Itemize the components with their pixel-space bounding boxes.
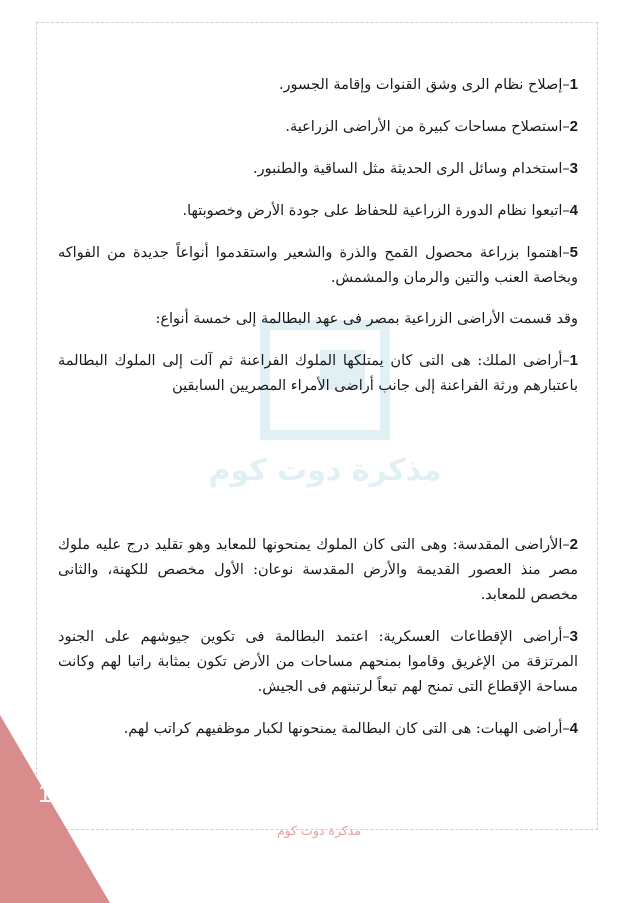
list-item: 3–استخدام وسائل الرى الحديثة مثل الساقية والطنبور. <box>253 160 578 177</box>
list-item: 3–أراضى الإقطاعات العسكرية: اعتمد البطالمة فى تكوين جيوشهم على الجنود المرتزقة من الإغريق وقاموا بمنحهم مساحات من الأرض تكون بمثابة راتبا لهم وكانت مساحة الإقطاع التى تمنح لهم تبعاً لرتبتهم فى الجيش. <box>58 628 578 695</box>
list-item: 2–استصلاح مساحات كبيرة من الأراضى الزراعية. <box>285 118 578 135</box>
footer-brand: مذكرة دوت كوم <box>276 823 362 838</box>
watermark-text: مذكرة دوت كوم <box>208 453 442 488</box>
section-intro: وقد قسمت الأراضى الزراعية بمصر فى عهد البطالمة إلى خمسة أنواع: <box>155 311 578 327</box>
page-number: 109 <box>38 780 82 808</box>
list-item: 1–أراضى الملك: هى التى كان يمتلكها الملوك الفراعنة ثم آلت إلى الملوك البطالمة باعتبارهم ورثة الفراعنة إلى جانب أراضى الأمراء المصريين السابقين <box>58 352 578 394</box>
list-item: 4–أراضى الهبات: هى التى كان البطالمة يمنحونها لكبار موظفيهم كراتب لهم. <box>123 720 578 737</box>
document-body <box>58 72 578 742</box>
list-item: 4–اتبعوا نظام الدورة الزراعية للحفاظ على جودة الأرض وخصوبتها. <box>182 202 578 219</box>
list-item: 5–اهتموا بزراعة محصول القمح والذرة والشعير واستقدموا أنواعاً جديدة من الفواكه وبخاصة العنب والتين والرمان والمشمش. <box>58 244 578 286</box>
list-item: 1–إصلاح نظام الرى وشق القنوات وإقامة الجسور. <box>278 76 578 93</box>
list-item: 2–الأراضى المقدسة: وهى التى كان الملوك يمنحونها للمعابد وهو تقليد درج عليه ملوك مصر منذ العصور القديمة والأرض المقدسة نوعان: الأول مخصص للكهنة، والثانى مخصص للمعابد. <box>58 536 578 603</box>
corner-decoration <box>0 715 110 903</box>
